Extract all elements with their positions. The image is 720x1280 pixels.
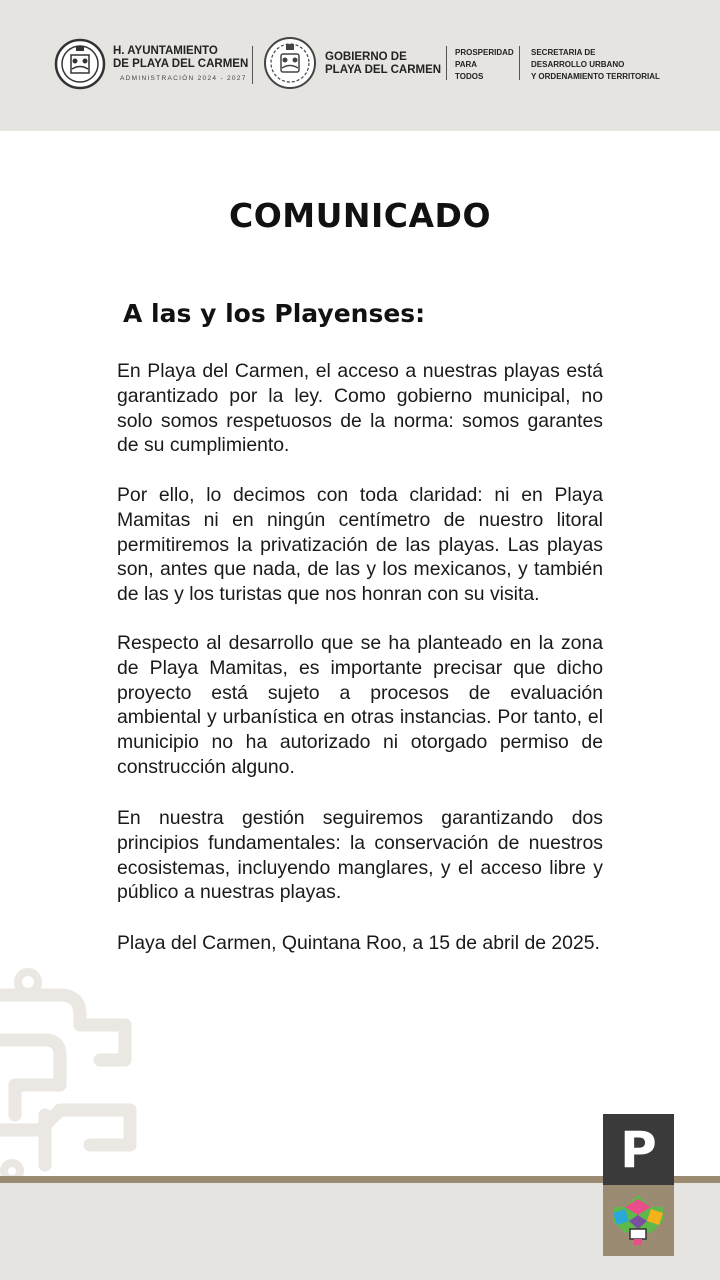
header-band bbox=[0, 0, 720, 131]
header-divider bbox=[252, 46, 253, 84]
ayuntamiento-seal-icon bbox=[54, 38, 106, 90]
greeting: A las y los Playenses: bbox=[123, 299, 426, 328]
paragraph-2: Por ello, lo decimos con toda claridad: ni en Playa Mamitas ni en ningún centímetro de nuestro litoral permitiremos la privatización de las playas. Las playas son, antes que nada, de las y los mexicanos, y también de las y los turistas que nos honran con su visita. bbox=[117, 484, 603, 606]
header-divider bbox=[446, 46, 447, 80]
slogan-line3: TODOS bbox=[455, 72, 484, 81]
gobierno-line1: GOBIERNO DE bbox=[325, 51, 407, 63]
slogan-line1: PROSPERIDAD bbox=[455, 48, 514, 57]
badge-letter: P bbox=[620, 1120, 657, 1179]
header-divider bbox=[519, 46, 520, 80]
secretaria-line2: DESARROLLO URBANO bbox=[531, 60, 625, 69]
gobierno-line2: PLAYA DEL CARMEN bbox=[325, 64, 442, 76]
secretaria-line1: SECRETARIA DE bbox=[531, 48, 596, 57]
document-title: COMUNICADO bbox=[228, 196, 491, 235]
ayuntamiento-line2: DE PLAYA DEL CARMEN bbox=[113, 58, 249, 70]
badge-top bbox=[603, 1114, 674, 1185]
slogan-line2: PARA bbox=[455, 60, 478, 69]
paragraph-3: Respecto al desarrollo que se ha planteado en la zona de Playa Mamitas, es importante precisar que dicho proyecto está sujeto a procesos de evaluación ambiental y urbanística en otras instancias. Por tanto, el municipio no ha autorizado ni otorgado permiso de construcción alguno. bbox=[117, 632, 603, 778]
secretaria-line3: Y ORDENAMIENTO TERRITORIAL bbox=[531, 72, 660, 81]
dateline: Playa del Carmen, Quintana Roo, a 15 de abril de 2025. bbox=[117, 932, 600, 954]
gobierno-seal-icon bbox=[263, 36, 317, 90]
colorful-emblem-icon bbox=[603, 1185, 674, 1256]
ayuntamiento-line1: H. AYUNTAMIENTO bbox=[113, 45, 218, 57]
ayuntamiento-administration: ADMINISTRACIÓN 2024 - 2027 bbox=[120, 75, 247, 82]
paragraph-4: En nuestra gestión seguiremos garantizando dos principios fundamentales: la conservación de nuestros ecosistemas, incluyendo manglares, y el acceso libre y público a nuestras playas. bbox=[117, 807, 603, 904]
paragraph-1: En Playa del Carmen, el acceso a nuestras playas está garantizado por la ley. Como gobierno municipal, no solo somos respetuosos de la norma: somos garantes de su cumplimiento. bbox=[117, 360, 603, 457]
decorative-pattern-icon bbox=[0, 965, 150, 1180]
brand-badge bbox=[603, 1114, 674, 1256]
